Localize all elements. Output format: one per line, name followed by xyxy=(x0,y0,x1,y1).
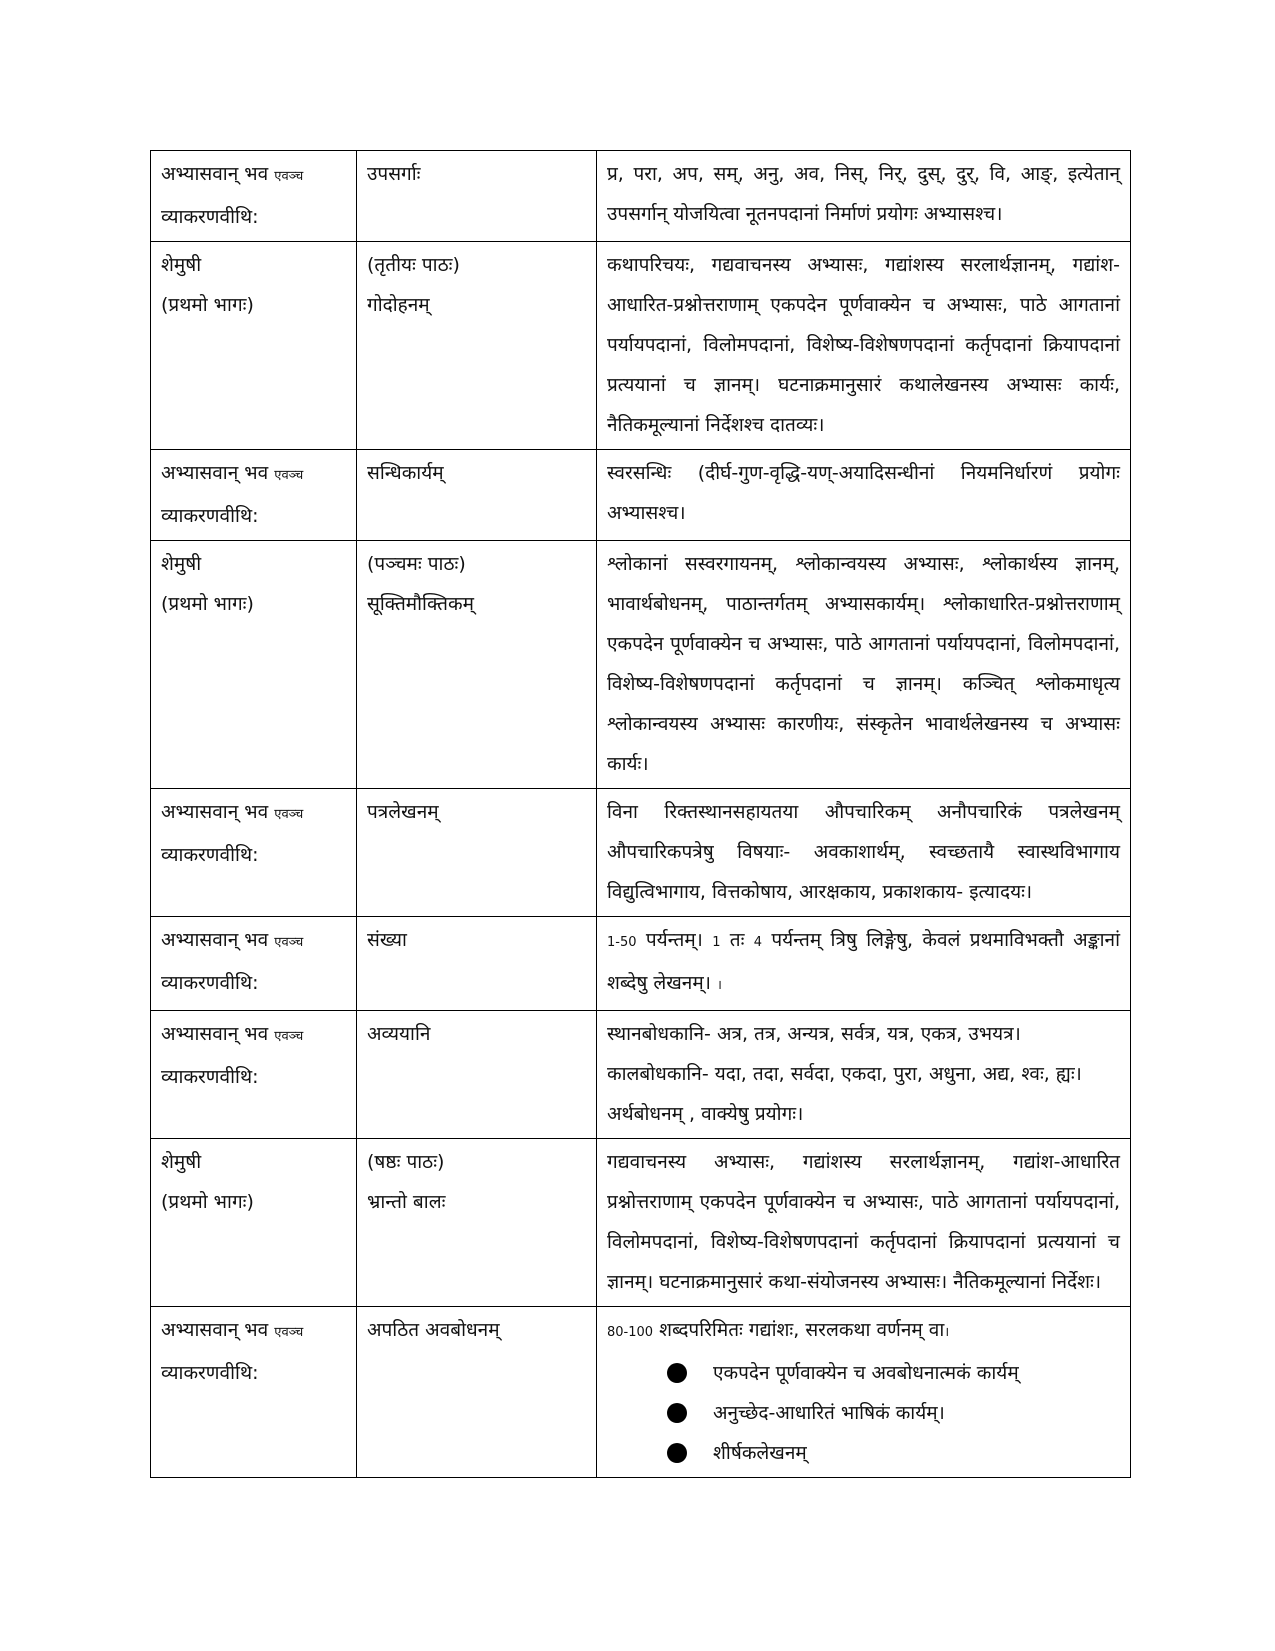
topic-title: संख्या xyxy=(367,929,407,951)
topic-cell xyxy=(357,1011,597,1139)
syllabus-table-body xyxy=(151,151,1131,1478)
syllabus-table xyxy=(150,150,1131,1478)
lesson-number: (षष्ठः पाठः) xyxy=(367,1151,445,1173)
book-title-conjunction: एवञ्च xyxy=(274,468,304,483)
bullet-text: एकपदेन पूर्णवाक्येन च अवबोधनात्मकं कार्यम् xyxy=(713,1362,1019,1384)
book-title-text: अभ्यासवान् भव xyxy=(161,929,269,951)
content-number: 1-50 xyxy=(607,935,637,950)
book-title-text: शेमुषी xyxy=(161,254,202,276)
content-number: 1 xyxy=(712,935,721,950)
table-row xyxy=(151,151,1131,242)
book-subtitle: (प्रथमो भागः) xyxy=(161,593,254,615)
content-cell xyxy=(597,789,1131,917)
book-subtitle: व्याकरणवीथि: xyxy=(161,505,259,527)
book-title xyxy=(161,154,346,197)
table-row xyxy=(151,1011,1131,1139)
book-cell xyxy=(151,1307,357,1478)
book-title-text: अभ्यासवान् भव xyxy=(161,801,269,823)
book-title xyxy=(161,544,346,584)
content-line: अर्थबोधनम् , वाक्येषु प्रयोगः। xyxy=(607,1103,804,1125)
content-cell xyxy=(597,1011,1131,1139)
content-end: । xyxy=(944,1325,950,1340)
topic-cell xyxy=(357,151,597,242)
topic-title: भ्रान्तो बालः xyxy=(367,1191,446,1213)
book-title xyxy=(161,792,346,835)
topic-title: अपठित अवबोधनम् xyxy=(367,1319,500,1341)
content-line: स्थानबोधकानि- अत्र, तत्र, अन्यत्र, सर्वत्र, यत्र, एकत्र, उभयत्र। xyxy=(607,1023,1021,1045)
book-title xyxy=(161,920,346,963)
content-cell xyxy=(597,151,1131,242)
content-text: कथापरिचयः, गद्यवाचनस्य अभ्यासः, गद्यांशस्य सरलार्थज्ञानम्, गद्यांश-आधारित-प्रश्नोत्तराणाम् एकपदेन पूर्णवाक्येन च अभ्यासः, पाठे आगतानां पर्यायपदानां, विलोमपदानां, विशेष्य-विशेषणपदानां कर्तृपदानां क्रियापदानां प्रत्ययानां च ज्ञानम्। घटनाक्रमानुसारं कथालेखनस्य अभ्यासः कार्यः, नैतिकमूल्यानां निर्देशश्च दातव्यः। xyxy=(607,254,1120,436)
content-fragment: पर्यन्तम्। xyxy=(636,929,713,951)
content-text: गद्यवाचनस्य अभ्यासः, गद्यांशस्य सरलार्थज्ञानम्, गद्यांश-आधारित प्रश्नोत्तराणाम् एकपदेन पूर्णवाक्येन च अभ्यासः, पाठे आगतानां पर्यायपदानां, विलोमपदानां, विशेष्य-विशेषणपदानां कर्तृपदानां क्रियापदानां प्रत्ययानां च ज्ञानम्। घटनाक्रमानुसारं कथा-संयोजनस्य अभ्यासः। नैतिकमूल्यानां निर्देशः। xyxy=(607,1151,1120,1293)
book-subtitle: व्याकरणवीथि: xyxy=(161,206,259,228)
topic-cell xyxy=(357,1139,597,1307)
bullet-item xyxy=(667,1433,1120,1473)
topic-cell xyxy=(357,242,597,450)
content-fragment: तः xyxy=(720,929,754,951)
bullet-dot-icon xyxy=(667,1443,687,1463)
bullet-text: अनुच्छेद-आधारितं भाषिकं कार्यम्। xyxy=(713,1402,945,1424)
book-title xyxy=(161,1014,346,1057)
book-title-text: अभ्यासवान् भव xyxy=(161,1319,269,1341)
lesson-number: (तृतीयः पाठः) xyxy=(367,254,460,276)
content-number: 80-100 xyxy=(607,1325,654,1340)
book-cell xyxy=(151,151,357,242)
table-row xyxy=(151,1139,1131,1307)
book-cell xyxy=(151,1011,357,1139)
book-subtitle: (प्रथमो भागः) xyxy=(161,1191,254,1213)
book-title-conjunction: एवञ्च xyxy=(274,935,304,950)
book-cell xyxy=(151,789,357,917)
book-subtitle: (प्रथमो भागः) xyxy=(161,294,254,316)
bullet-text: शीर्षकलेखनम् xyxy=(713,1442,807,1464)
book-title-text: अभ्यासवान् भव xyxy=(161,163,269,185)
content-fragment: शब्दपरिमितः गद्यांशः, सरलकथा वर्णनम् वा xyxy=(653,1319,945,1341)
topic-cell xyxy=(357,541,597,789)
topic-cell xyxy=(357,917,597,1011)
topic-title: सूक्तिमौक्तिकम् xyxy=(367,593,474,615)
topic-title: गोदोहनम् xyxy=(367,294,430,316)
bullet-list xyxy=(607,1353,1120,1473)
book-subtitle: व्याकरणवीथि: xyxy=(161,972,259,994)
bullet-item xyxy=(667,1393,1120,1433)
content-number: । xyxy=(716,978,722,993)
topic-cell xyxy=(357,1307,597,1478)
book-title xyxy=(161,245,346,285)
content-line: कालबोधकानि- यदा, तदा, सर्वदा, एकदा, पुरा, अधुना, अद्य, श्वः, ह्यः। xyxy=(607,1063,1082,1085)
book-title-conjunction: एवञ्च xyxy=(274,807,304,822)
content-fragment: पर्यन्तम् त्रिषु लिङ्गेषु, केवलं प्रथमाविभक्तौ अङ्कानां शब्देषु लेखनम्। xyxy=(607,929,1121,994)
content-cell xyxy=(597,917,1131,1011)
book-title-text: अभ्यासवान् भव xyxy=(161,462,269,484)
table-row xyxy=(151,242,1131,450)
content-text: स्वरसन्धिः (दीर्घ-गुण-वृद्धि-यण्-अयादिसन्धीनां नियमनिर्धारणं प्रयोगः अभ्यासश्च। xyxy=(607,462,1120,524)
book-cell xyxy=(151,541,357,789)
book-cell xyxy=(151,450,357,541)
lesson-number: (पञ्चमः पाठः) xyxy=(367,553,466,575)
book-title-text: अभ्यासवान् भव xyxy=(161,1023,269,1045)
book-title xyxy=(161,1142,346,1182)
topic-title: उपसर्गाः xyxy=(367,163,421,185)
content-intro xyxy=(607,1310,1120,1353)
book-subtitle: व्याकरणवीथि: xyxy=(161,1066,259,1088)
content-text: प्र, परा, अप, सम्, अनु, अव, निस्, निर्, दुस्, दुर्, वि, आङ्, इत्येतान् उपसर्गान् योजयित्वा नूतनपदानां निर्माणं प्रयोगः अभ्यासश्च। xyxy=(607,163,1120,225)
content-cell xyxy=(597,1139,1131,1307)
table-row xyxy=(151,917,1131,1011)
book-title-text: शेमुषी xyxy=(161,1151,202,1173)
table-row xyxy=(151,450,1131,541)
topic-cell xyxy=(357,789,597,917)
bullet-item xyxy=(667,1353,1120,1393)
book-cell xyxy=(151,917,357,1011)
book-title-conjunction: एवञ्च xyxy=(274,1029,304,1044)
book-title-conjunction: एवञ्च xyxy=(274,1325,304,1340)
table-row xyxy=(151,1307,1131,1478)
book-title xyxy=(161,453,346,496)
content-number: 4 xyxy=(753,935,763,950)
book-cell xyxy=(151,242,357,450)
book-cell xyxy=(151,1139,357,1307)
book-title-conjunction: एवञ्च xyxy=(274,169,304,184)
bullet-dot-icon xyxy=(667,1403,687,1423)
topic-title: पत्रलेखनम् xyxy=(367,801,439,823)
content-cell xyxy=(597,1307,1131,1478)
book-title-text: शेमुषी xyxy=(161,553,202,575)
bullet-dot-icon xyxy=(667,1363,687,1383)
table-row xyxy=(151,789,1131,917)
content-cell xyxy=(597,242,1131,450)
content-cell xyxy=(597,541,1131,789)
book-subtitle: व्याकरणवीथि: xyxy=(161,844,259,866)
topic-cell xyxy=(357,450,597,541)
content-cell xyxy=(597,450,1131,541)
content-text: श्लोकानां सस्वरगायनम्, श्लोकान्वयस्य अभ्यासः, श्लोकार्थस्य ज्ञानम्, भावार्थबोधनम्, पाठान्तर्गतम् अभ्यासकार्यम्। श्लोकाधारित-प्रश्नोत्तराणाम् एकपदेन पूर्णवाक्येन च अभ्यासः, पाठे आगतानां पर्यायपदानां, विलोमपदानां, विशेष्य-विशेषणपदानां कर्तृपदानां च ज्ञानम्। कञ्चित् श्लोकमाधृत्य श्लोकान्वयस्य अभ्यासः कारणीयः, संस्कृतेन भावार्थलेखनस्य च अभ्यासः कार्यः। xyxy=(607,553,1120,775)
topic-title: सन्धिकार्यम् xyxy=(367,462,444,484)
topic-title: अव्ययानि xyxy=(367,1023,431,1045)
content-text: विना रिक्तस्थानसहायतया औपचारिकम् अनौपचारिकं पत्रलेखनम् औपचारिकपत्रेषु विषयाः- अवकाशार्थम्, स्वच्छतायै स्वास्थविभागाय विद्युत्विभागाय, वित्तकोषाय, आरक्षकाय, प्रकाशकाय- इत्यादयः। xyxy=(607,801,1120,903)
table-row xyxy=(151,541,1131,789)
book-title xyxy=(161,1310,346,1353)
content-text xyxy=(607,920,1120,1006)
book-subtitle: व्याकरणवीथि: xyxy=(161,1362,259,1384)
